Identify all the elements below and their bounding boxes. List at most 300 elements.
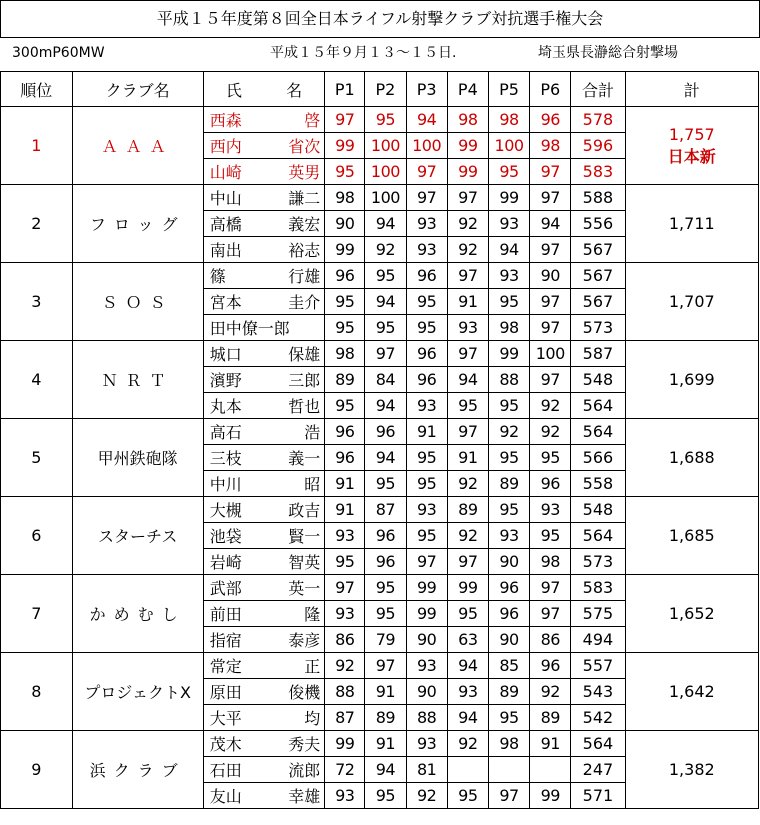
- score-p5: 85: [488, 653, 529, 679]
- team-rank: 1: [1, 107, 73, 185]
- score-p6: 96: [530, 653, 571, 679]
- score-p2: 95: [365, 601, 406, 627]
- score-p4: 92: [447, 211, 488, 237]
- member-subtotal: 558: [571, 471, 625, 497]
- score-p6: 91: [530, 731, 571, 757]
- member-name: [203, 419, 324, 445]
- member-family-name: 高橋: [209, 215, 242, 234]
- member-family-name: 常定: [209, 657, 242, 676]
- score-p5: 95: [488, 705, 529, 731]
- member-given-name: 昭: [304, 475, 321, 494]
- team-total-cell: [625, 263, 758, 341]
- score-p3: 93: [406, 731, 447, 757]
- score-p3: 97: [406, 549, 447, 575]
- score-p2: 94: [365, 757, 406, 783]
- member-given-name: 隆: [304, 605, 321, 624]
- score-p4: 95: [447, 783, 488, 809]
- score-p2: 94: [365, 393, 406, 419]
- member-given-name: 圭介: [288, 293, 321, 312]
- score-p6: 95: [530, 445, 571, 471]
- score-p6: 90: [530, 263, 571, 289]
- score-p4: 97: [447, 263, 488, 289]
- member-subtotal: 557: [571, 653, 625, 679]
- score-p2: 89: [365, 705, 406, 731]
- score-p3: 95: [406, 289, 447, 315]
- member-subtotal: 542: [571, 705, 625, 731]
- header-p4: P4: [447, 72, 488, 107]
- page-title: 平成１５年度第８回全日本ライフル射撃クラブ対抗選手権大会: [0, 0, 760, 38]
- member-name: [203, 679, 324, 705]
- team-club-name: プロジェクトX: [72, 653, 203, 731]
- score-p5: 95: [488, 159, 529, 185]
- member-family-name: 城口: [209, 345, 242, 364]
- team-total-cell: [625, 731, 758, 809]
- score-p6: 97: [530, 237, 571, 263]
- member-subtotal: 564: [571, 419, 625, 445]
- table-row: [1, 107, 759, 133]
- score-p4: 89: [447, 497, 488, 523]
- member-subtotal: 564: [571, 393, 625, 419]
- member-name: [203, 601, 324, 627]
- score-p1: 98: [325, 185, 365, 211]
- header-p1: P1: [325, 72, 365, 107]
- member-subtotal: 596: [571, 133, 625, 159]
- member-name: [203, 159, 324, 185]
- score-p1: 95: [325, 549, 365, 575]
- member-family-name: 宮本: [209, 293, 242, 312]
- member-family-name: 篠: [209, 267, 226, 286]
- team-total-cell: [625, 653, 758, 731]
- score-p2: 95: [365, 263, 406, 289]
- team-total-cell: [625, 575, 758, 653]
- score-p1: 91: [325, 471, 365, 497]
- table-row: [1, 185, 759, 211]
- table-row: [1, 497, 759, 523]
- score-p5: 93: [488, 523, 529, 549]
- score-p1: 93: [325, 601, 365, 627]
- score-p2: 97: [365, 341, 406, 367]
- score-p5: 96: [488, 601, 529, 627]
- score-p5: 90: [488, 627, 529, 653]
- member-subtotal: 583: [571, 159, 625, 185]
- score-p4: 98: [447, 107, 488, 133]
- member-family-name: 友山: [209, 787, 242, 806]
- score-p1: 93: [325, 783, 365, 809]
- member-family-name: 前田: [209, 605, 242, 624]
- score-p1: 95: [325, 159, 365, 185]
- score-p5: 93: [488, 263, 529, 289]
- score-p2: 91: [365, 731, 406, 757]
- score-p2: 92: [365, 237, 406, 263]
- score-p5: 89: [488, 679, 529, 705]
- member-family-name: 山崎: [209, 163, 242, 182]
- member-family-name: 中山: [209, 189, 242, 208]
- member-family-name: 原田: [209, 683, 242, 702]
- score-p3: 97: [406, 159, 447, 185]
- member-given-name: 三郎: [288, 371, 321, 390]
- score-p2: 84: [365, 367, 406, 393]
- score-p6: 97: [530, 575, 571, 601]
- score-p6: 97: [530, 185, 571, 211]
- team-rank: 6: [1, 497, 73, 575]
- score-p6: 98: [530, 133, 571, 159]
- score-p3: 93: [406, 653, 447, 679]
- header-p5: P5: [488, 72, 529, 107]
- member-family-name: 西内: [209, 137, 242, 156]
- score-p2: 100: [365, 159, 406, 185]
- member-given-name: 英一: [288, 579, 321, 598]
- score-p1: 92: [325, 653, 365, 679]
- member-family-name: 茂木: [209, 735, 242, 754]
- score-p5: 95: [488, 393, 529, 419]
- score-p4: 92: [447, 237, 488, 263]
- member-subtotal: 588: [571, 185, 625, 211]
- member-family-name: 南出: [209, 241, 242, 260]
- score-p2: 95: [365, 107, 406, 133]
- table-row: [1, 653, 759, 679]
- score-p4: 97: [447, 549, 488, 575]
- score-p1: 97: [325, 107, 365, 133]
- score-p5: 98: [488, 731, 529, 757]
- member-subtotal: 564: [571, 731, 625, 757]
- member-given-name: 哲也: [288, 397, 321, 416]
- score-p5: 96: [488, 575, 529, 601]
- member-given-name: 賢一: [288, 527, 321, 546]
- event-venue: 埼玉県長瀞総合射撃場: [538, 45, 678, 61]
- score-p2: 95: [365, 315, 406, 341]
- member-name: [203, 367, 324, 393]
- team-total: 1,652: [668, 604, 715, 623]
- header-rank: 順位: [1, 72, 73, 107]
- score-p6: 96: [530, 107, 571, 133]
- score-p1: 87: [325, 705, 365, 731]
- team-total-cell: [625, 341, 758, 419]
- team-club-name: スターチス: [72, 497, 203, 575]
- score-p5: 88: [488, 367, 529, 393]
- score-p5: 90: [488, 549, 529, 575]
- score-p6: 97: [530, 159, 571, 185]
- score-p6: 97: [530, 601, 571, 627]
- score-p5: 97: [488, 783, 529, 809]
- results-body: [1, 107, 759, 809]
- member-given-name: 正: [304, 657, 321, 676]
- score-p3: 96: [406, 341, 447, 367]
- score-p2: 94: [365, 289, 406, 315]
- score-p3: 97: [406, 185, 447, 211]
- member-name: [203, 263, 324, 289]
- score-p6: 89: [530, 705, 571, 731]
- event-name: 300mP60MW: [12, 45, 105, 61]
- member-given-name: 均: [304, 709, 321, 728]
- member-family-name: 三枝: [209, 449, 242, 468]
- team-rank: 9: [1, 731, 73, 809]
- header-subtotal: 合計: [571, 72, 625, 107]
- member-subtotal: 543: [571, 679, 625, 705]
- score-p5: 95: [488, 497, 529, 523]
- member-given-name: 智英: [288, 553, 321, 572]
- score-p2: 95: [365, 575, 406, 601]
- header-club: クラブ名: [72, 72, 203, 107]
- score-p1: 96: [325, 445, 365, 471]
- score-p6: 95: [530, 523, 571, 549]
- member-name: [203, 133, 324, 159]
- score-p4: 99: [447, 575, 488, 601]
- team-club-name: ＡＡＡ: [72, 107, 203, 185]
- score-p1: 99: [325, 731, 365, 757]
- member-family-name: 高石: [209, 423, 242, 442]
- member-subtotal: 567: [571, 237, 625, 263]
- member-family-name: 大平: [209, 709, 242, 728]
- score-p2: 95: [365, 471, 406, 497]
- score-p3: 96: [406, 367, 447, 393]
- team-club-name: フロッグ: [72, 185, 203, 263]
- score-p4: 97: [447, 419, 488, 445]
- results-table: [0, 71, 759, 809]
- team-club-name: 甲州鉄砲隊: [72, 419, 203, 497]
- table-row: [1, 731, 759, 757]
- member-family-name: 田中僚一郎: [209, 319, 290, 338]
- table-row: [1, 419, 759, 445]
- score-p2: 100: [365, 133, 406, 159]
- score-p6: 97: [530, 315, 571, 341]
- member-given-name: 幸雄: [288, 787, 321, 806]
- member-subtotal: 583: [571, 575, 625, 601]
- score-p3: 93: [406, 497, 447, 523]
- member-given-name: 裕志: [288, 241, 321, 260]
- score-p2: 94: [365, 211, 406, 237]
- member-name: [203, 705, 324, 731]
- member-name: [203, 549, 324, 575]
- score-p5: 98: [488, 107, 529, 133]
- member-name: [203, 731, 324, 757]
- team-total: 1,688: [668, 448, 715, 467]
- member-name: [203, 783, 324, 809]
- score-p1: 99: [325, 237, 365, 263]
- member-given-name: 義宏: [288, 215, 321, 234]
- team-rank: 8: [1, 653, 73, 731]
- member-name: [203, 107, 324, 133]
- score-p4: 94: [447, 367, 488, 393]
- score-p5: 93: [488, 211, 529, 237]
- member-name: [203, 627, 324, 653]
- team-total-cell: [625, 419, 758, 497]
- score-p6: [530, 757, 571, 783]
- score-p2: 100: [365, 185, 406, 211]
- header-name-given: 名: [286, 80, 303, 100]
- member-subtotal: 566: [571, 445, 625, 471]
- score-p1: 96: [325, 263, 365, 289]
- member-name: [203, 315, 324, 341]
- score-p4: [447, 757, 488, 783]
- score-p1: 97: [325, 575, 365, 601]
- score-p5: 95: [488, 289, 529, 315]
- score-p1: 89: [325, 367, 365, 393]
- score-p4: 92: [447, 731, 488, 757]
- score-p4: 95: [447, 393, 488, 419]
- member-given-name: 英男: [288, 163, 321, 182]
- score-p3: 91: [406, 419, 447, 445]
- table-row: [1, 575, 759, 601]
- team-rank: 2: [1, 185, 73, 263]
- member-subtotal: 573: [571, 315, 625, 341]
- team-total: 1,642: [668, 682, 715, 701]
- record-badge: 日本新: [667, 146, 716, 166]
- member-name: [203, 341, 324, 367]
- member-subtotal: 494: [571, 627, 625, 653]
- score-p3: 100: [406, 133, 447, 159]
- member-subtotal: 564: [571, 523, 625, 549]
- score-p5: 95: [488, 445, 529, 471]
- team-total-cell: [625, 497, 758, 575]
- score-p4: 91: [447, 445, 488, 471]
- score-p6: 97: [530, 367, 571, 393]
- score-p4: 63: [447, 627, 488, 653]
- score-p6: 98: [530, 549, 571, 575]
- member-subtotal: 548: [571, 367, 625, 393]
- score-p1: 95: [325, 315, 365, 341]
- score-p3: 81: [406, 757, 447, 783]
- header-name: [203, 72, 324, 107]
- score-p5: [488, 757, 529, 783]
- member-name: [203, 471, 324, 497]
- member-given-name: 啓: [304, 111, 321, 130]
- table-row: [1, 341, 759, 367]
- member-name: [203, 575, 324, 601]
- score-p4: 94: [447, 705, 488, 731]
- member-given-name: 政吉: [288, 501, 321, 520]
- score-p3: 95: [406, 523, 447, 549]
- score-p6: 97: [530, 289, 571, 315]
- score-p4: 99: [447, 133, 488, 159]
- score-p4: 95: [447, 601, 488, 627]
- member-family-name: 中川: [209, 475, 242, 494]
- score-p3: 99: [406, 575, 447, 601]
- member-subtotal: 556: [571, 211, 625, 237]
- score-p6: 93: [530, 497, 571, 523]
- member-name: [203, 445, 324, 471]
- score-p6: 86: [530, 627, 571, 653]
- score-p4: 93: [447, 315, 488, 341]
- team-total: 1,757: [668, 124, 715, 144]
- score-p1: 95: [325, 289, 365, 315]
- score-p2: 97: [365, 653, 406, 679]
- score-p5: 100: [488, 133, 529, 159]
- member-given-name: 秀夫: [288, 735, 321, 754]
- header-name-family: 氏: [225, 80, 242, 100]
- event-dates: 平成１５年９月１３～１５日.: [270, 45, 457, 61]
- score-p6: 99: [530, 783, 571, 809]
- score-p5: 92: [488, 419, 529, 445]
- member-name: [203, 653, 324, 679]
- member-given-name: 義一: [288, 449, 321, 468]
- score-p5: 89: [488, 471, 529, 497]
- score-p1: 91: [325, 497, 365, 523]
- team-rank: 7: [1, 575, 73, 653]
- score-p4: 97: [447, 185, 488, 211]
- member-family-name: 大槻: [209, 501, 242, 520]
- member-name: [203, 211, 324, 237]
- member-subtotal: 575: [571, 601, 625, 627]
- score-p3: 95: [406, 445, 447, 471]
- team-club-name: かめむし: [72, 575, 203, 653]
- score-p6: 100: [530, 341, 571, 367]
- score-p5: 98: [488, 315, 529, 341]
- header-p3: P3: [406, 72, 447, 107]
- member-name: [203, 237, 324, 263]
- score-p5: 99: [488, 341, 529, 367]
- header-p6: P6: [530, 72, 571, 107]
- member-given-name: 謙二: [288, 189, 321, 208]
- header-row: [1, 72, 759, 107]
- member-family-name: 丸本: [209, 397, 242, 416]
- score-p1: 90: [325, 211, 365, 237]
- member-family-name: 西森: [209, 111, 242, 130]
- member-subtotal: 573: [571, 549, 625, 575]
- team-club-name: ＳＯＳ: [72, 263, 203, 341]
- score-p2: 79: [365, 627, 406, 653]
- score-p1: 98: [325, 341, 365, 367]
- member-name: [203, 757, 324, 783]
- team-rank: 3: [1, 263, 73, 341]
- score-p3: 90: [406, 627, 447, 653]
- score-p1: 72: [325, 757, 365, 783]
- score-p3: 96: [406, 263, 447, 289]
- score-p4: 93: [447, 679, 488, 705]
- score-p2: 96: [365, 549, 406, 575]
- score-p6: 96: [530, 471, 571, 497]
- score-p2: 95: [365, 783, 406, 809]
- score-p3: 99: [406, 601, 447, 627]
- score-p2: 96: [365, 523, 406, 549]
- score-p1: 95: [325, 393, 365, 419]
- header-total: 計: [625, 72, 758, 107]
- member-family-name: 武部: [209, 579, 242, 598]
- team-total: 1,685: [668, 526, 715, 545]
- team-total: 1,707: [668, 292, 715, 311]
- score-p3: 95: [406, 471, 447, 497]
- member-subtotal: 247: [571, 757, 625, 783]
- score-p3: 95: [406, 315, 447, 341]
- score-p1: 88: [325, 679, 365, 705]
- member-given-name: 浩: [304, 423, 321, 442]
- score-p6: 94: [530, 211, 571, 237]
- score-p4: 92: [447, 523, 488, 549]
- score-p2: 96: [365, 419, 406, 445]
- team-rank: 5: [1, 419, 73, 497]
- score-p6: 92: [530, 679, 571, 705]
- team-total-cell: [625, 107, 758, 185]
- team-club-name: ＮＲＴ: [72, 341, 203, 419]
- member-subtotal: 587: [571, 341, 625, 367]
- team-total-cell: [625, 185, 758, 263]
- team-total: 1,699: [668, 370, 715, 389]
- member-name: [203, 523, 324, 549]
- member-subtotal: 567: [571, 289, 625, 315]
- score-p3: 93: [406, 211, 447, 237]
- member-name: [203, 497, 324, 523]
- team-total: 1,711: [668, 214, 715, 233]
- score-p3: 90: [406, 679, 447, 705]
- member-family-name: 濱野: [209, 371, 242, 390]
- member-name: [203, 289, 324, 315]
- member-subtotal: 548: [571, 497, 625, 523]
- member-subtotal: 578: [571, 107, 625, 133]
- score-p3: 93: [406, 393, 447, 419]
- member-name: [203, 393, 324, 419]
- team-rank: 4: [1, 341, 73, 419]
- table-row: [1, 263, 759, 289]
- score-p2: 94: [365, 445, 406, 471]
